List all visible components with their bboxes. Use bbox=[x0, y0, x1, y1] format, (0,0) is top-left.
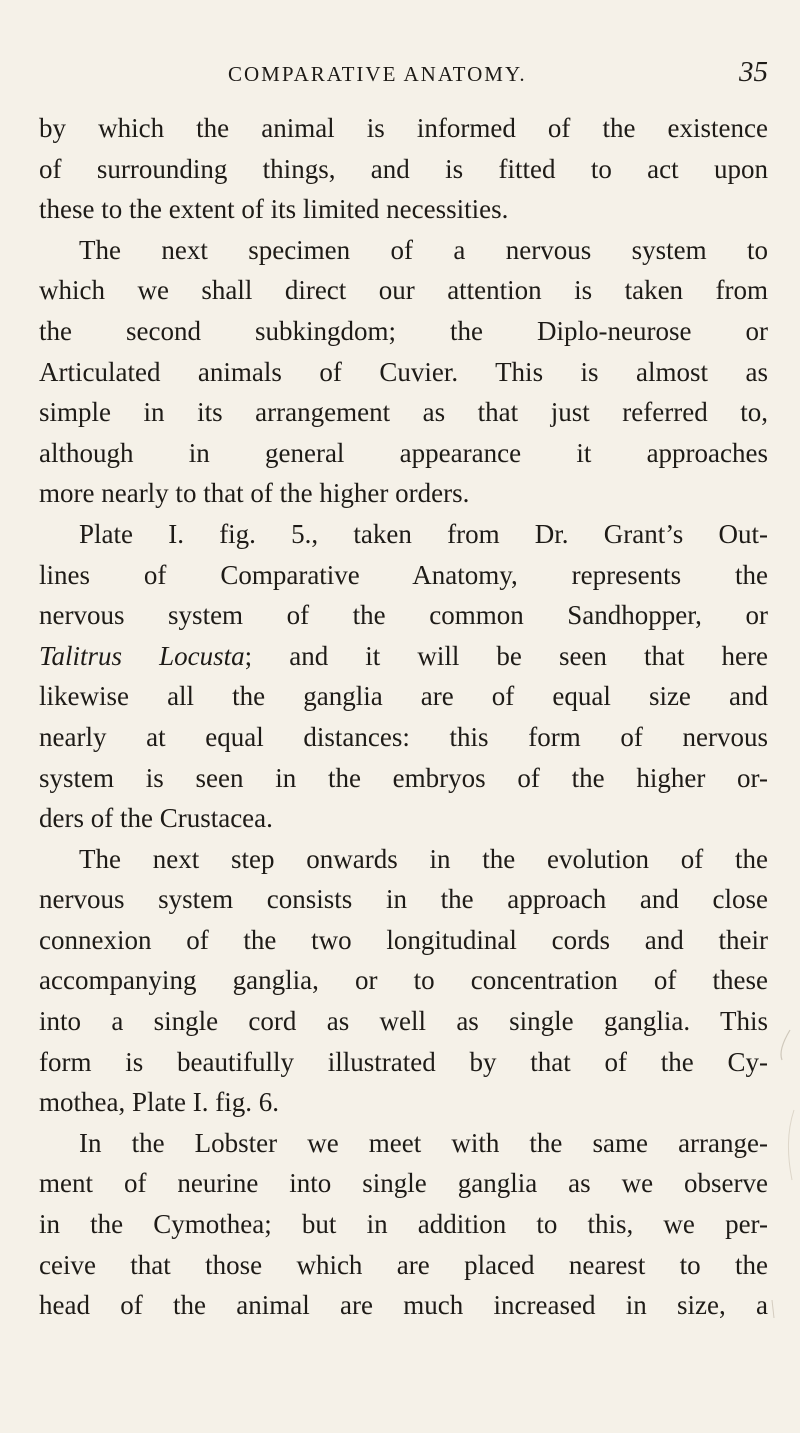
text-line: The next specimen of a nervous system to bbox=[79, 234, 768, 265]
text-line: these to the extent of its limited necessities. bbox=[39, 194, 509, 225]
text-line: likewise all the ganglia are of equal size and bbox=[39, 681, 768, 712]
text-line: nervous system of the common Sandhopper, or bbox=[39, 600, 768, 631]
text-line: system is seen in the embryos of the higher or- bbox=[39, 762, 768, 793]
text-line: Plate I. fig. 5., taken from Dr. Grant’s Out- bbox=[79, 518, 768, 549]
running-head bbox=[228, 56, 768, 94]
text-line: ceive that those which are placed nearest to the bbox=[39, 1249, 768, 1280]
text-line: Articulated animals of Cuvier. This is almost as bbox=[39, 356, 768, 387]
text-line: of surrounding things, and is fitted to act upon bbox=[39, 153, 768, 184]
text-line: head of the animal are much increased in size, a bbox=[39, 1290, 768, 1321]
text-line: in the Cymothea; but in addition to this, we per- bbox=[39, 1209, 768, 1240]
text-line: into a single cord as well as single ganglia. This bbox=[39, 1006, 768, 1037]
text-line: connexion of the two longitudinal cords and their bbox=[39, 924, 768, 955]
text-line: lines of Comparative Anatomy, represents the bbox=[39, 559, 768, 590]
text-line: nervous system consists in the approach and close bbox=[39, 884, 768, 915]
text-line: ders of the Crustacea. bbox=[39, 803, 273, 834]
text-line: simple in its arrangement as that just referred to, bbox=[39, 397, 768, 428]
page-edge-mark bbox=[768, 1020, 798, 1320]
paragraph-5 bbox=[39, 1123, 768, 1326]
species-name: Talitrus Locusta bbox=[39, 640, 245, 671]
text-line: In the Lobster we meet with the same arrange- bbox=[79, 1127, 768, 1158]
text-line: more nearly to that of the higher orders. bbox=[39, 478, 470, 509]
text-line: which we shall direct our attention is taken from bbox=[39, 275, 768, 306]
running-title: COMPARATIVE ANATOMY. bbox=[228, 62, 527, 86]
paragraph-3 bbox=[39, 514, 768, 839]
body-text bbox=[39, 108, 768, 1326]
text-line: nearly at equal distances: this form of nervous bbox=[39, 721, 768, 752]
paragraph-1 bbox=[39, 108, 768, 230]
text-line: form is beautifully illustrated by that of the Cy- bbox=[39, 1046, 768, 1077]
text-line: accompanying ganglia, or to concentration of these bbox=[39, 965, 768, 996]
page-number: 35 bbox=[739, 56, 768, 88]
paragraph-2 bbox=[39, 230, 768, 514]
text-line: mothea, Plate I. fig. 6. bbox=[39, 1087, 279, 1118]
text-line: ment of neurine into single ganglia as we observe bbox=[39, 1168, 768, 1199]
text-line bbox=[39, 636, 768, 677]
paragraph-4 bbox=[39, 839, 768, 1123]
text-line: The next step onwards in the evolution of the bbox=[79, 843, 768, 874]
text-line: although in general appearance it approaches bbox=[39, 437, 768, 468]
text-line-rest: ; and it will be seen that here bbox=[244, 640, 768, 671]
text-line: the second subkingdom; the Diplo-neurose or bbox=[39, 315, 768, 346]
text-line: by which the animal is informed of the existence bbox=[39, 113, 768, 143]
